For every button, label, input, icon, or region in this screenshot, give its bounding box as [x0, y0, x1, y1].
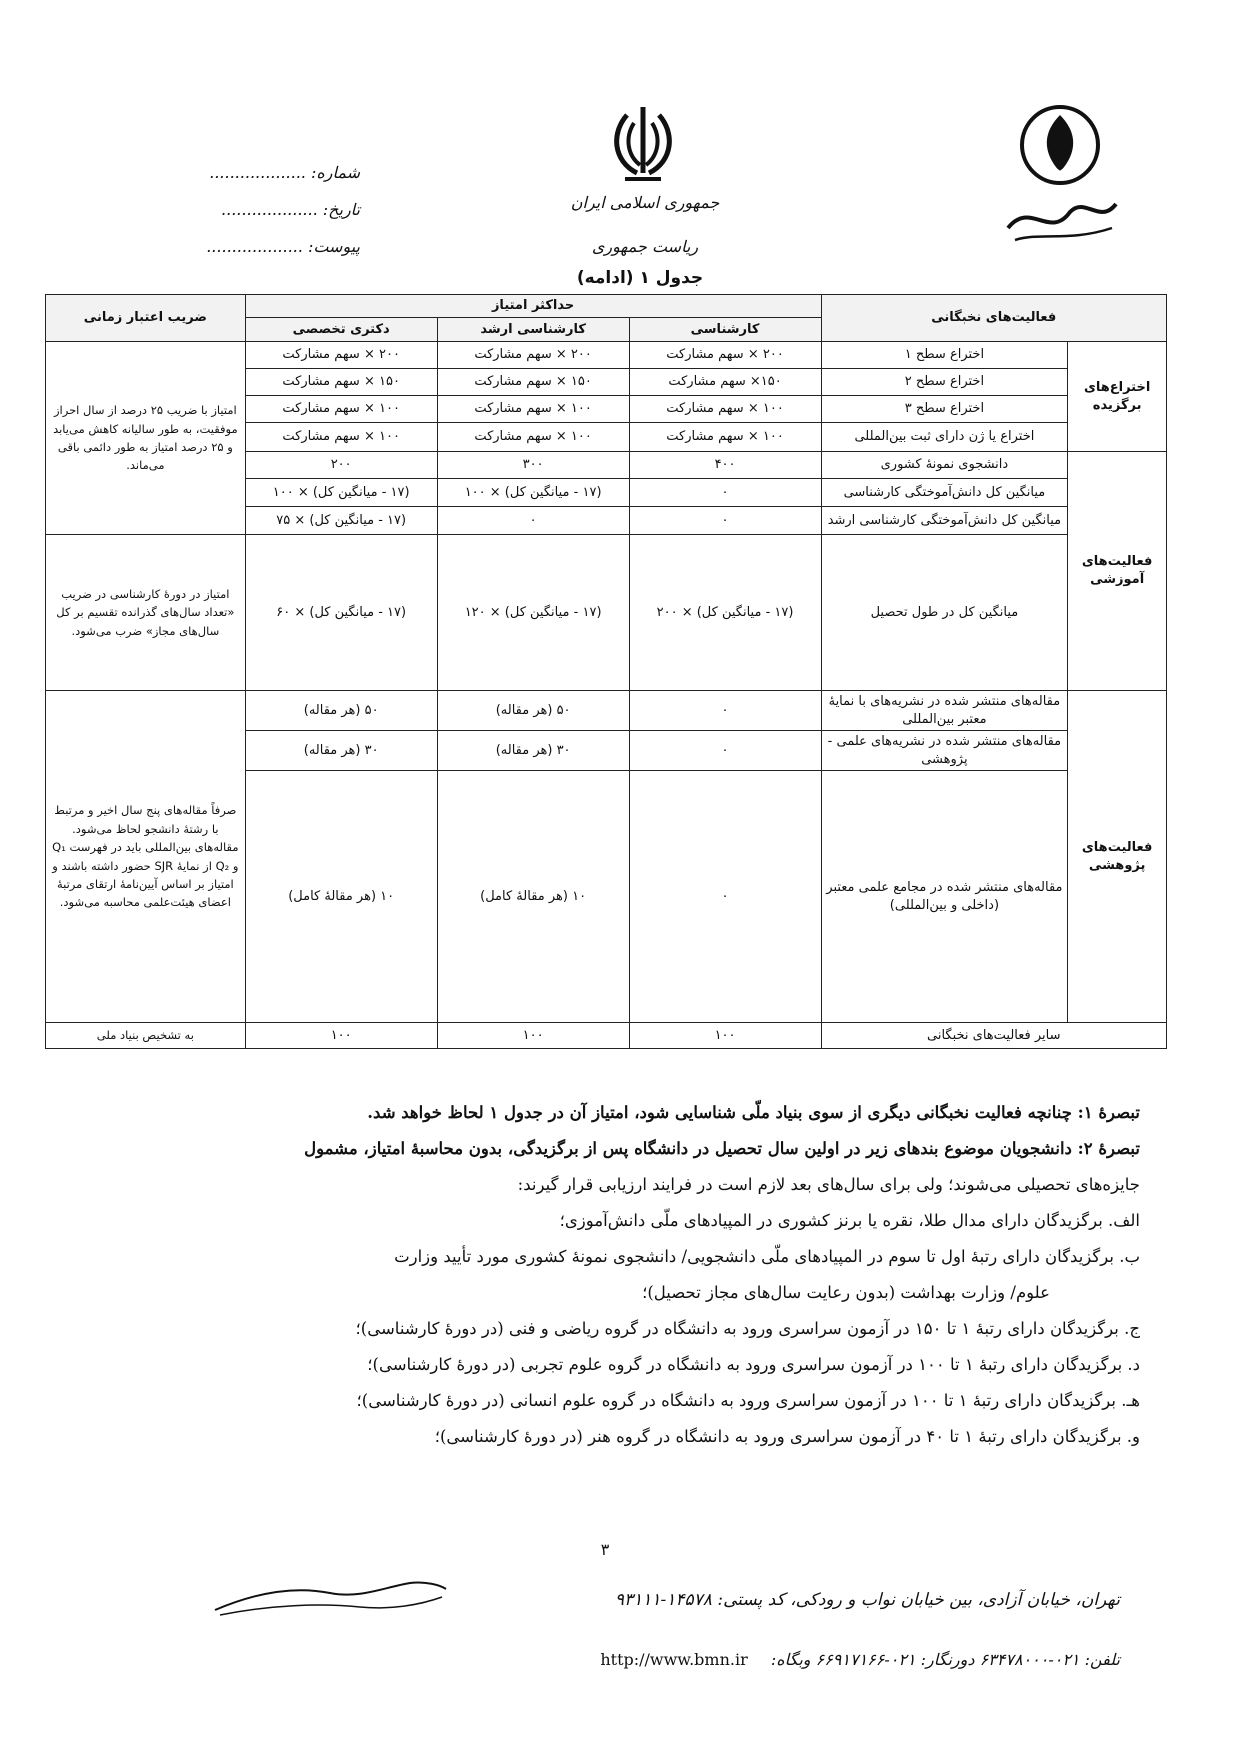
note-2-line-2: جایزه‌های تحصیلی می‌شوند؛ ولی برای سال‌های بعد لازم است در فرایند ارزیابی قرار گیرند: [517, 1175, 1140, 1194]
note-item-jim: ج. برگزیدگان دارای رتبهٔ ۱ تا ۱۵۰ در آزمون سراسری ورود به دانشگاه در گروه ریاضی و فنی (در دورهٔ کارشناسی)؛ [355, 1319, 1140, 1338]
date-field: تاریخ: ................... [221, 200, 360, 219]
notes-section [140, 1095, 1140, 1455]
category-inventions: اختراع‌های برگزیده [1068, 342, 1167, 452]
row-item: اختراع سطح ۱ [821, 342, 1068, 369]
attachment-field: پیوست: ................... [206, 237, 360, 256]
row-bachelor: ۰ [629, 691, 821, 731]
row-phd: (۱۷ - میانگین کل) × ۷۵ [245, 507, 437, 535]
row-master: ۲۰۰ × سهم مشارکت [437, 342, 629, 369]
row-phd: ۱۰۰ × سهم مشارکت [245, 423, 437, 452]
row-phd: ۱۵۰ × سهم مشارکت [245, 369, 437, 396]
row-bachelor: ۱۰۰ [629, 1023, 821, 1049]
row-bachelor: ۲۰۰ × سهم مشارکت [629, 342, 821, 369]
row-bachelor: ۰ [629, 479, 821, 507]
table-title: جدول ۱ (ادامه) [576, 268, 704, 288]
row-item: اختراع یا ژن دارای ثبت بین‌المللی [821, 423, 1068, 452]
row-item-title: مقاله‌های منتشر شده در مجامع علمی معتبر [826, 880, 1063, 896]
row-phd: (۱۷ - میانگین کل) × ۶۰ [245, 535, 437, 691]
row-item-subtitle: (داخلی و بین‌المللی) [889, 897, 1000, 913]
country-name: جمهوری اسلامی ایران [570, 193, 720, 212]
note-item-vav: و. برگزیدگان دارای رتبهٔ ۱ تا ۴۰ در آزمون سراسری ورود به دانشگاه در گروه هنر (در دورهٔ کارشناسی)؛ [434, 1427, 1140, 1446]
office-name: ریاست جمهوری [591, 237, 699, 256]
note-item-be-line-1: ب. برگزیدگان دارای رتبهٔ اول تا سوم در المپیادهای ملّی دانشجویی/ دانشجوی نمونهٔ کشوری مورد تأیید وزارت [394, 1247, 1140, 1266]
row-master: ۱۰۰ × سهم مشارکت [437, 396, 629, 423]
row-bachelor: ۰ [629, 731, 821, 771]
note-1: تبصرهٔ ۱: چنانچه فعالیت نخبگانی دیگری از سوی بنیاد ملّی شناسایی شود، امتیاز آن در جدول ۱ لحاظ خواهد شد. [367, 1103, 1140, 1122]
note-item-he: هـ. برگزیدگان دارای رتبهٔ ۱ تا ۱۰۰ در آزمون سراسری ورود به دانشگاه در گروه علوم انسانی (در دورهٔ کارشناسی)؛ [356, 1391, 1140, 1410]
row-item: میانگین کل در طول تحصیل [821, 535, 1068, 691]
note-2-line-1: تبصرهٔ ۲: دانشجویان موضوع بندهای زیر در اولین سال تحصیل در دانشگاه پس از برگزیدگی، بدون محاسبهٔ امتیاز، مشمول [304, 1139, 1140, 1158]
row-master: ۰ [437, 507, 629, 535]
row-item: مقاله‌های منتشر شده در نشریه‌های علمی - پژوهشی [821, 731, 1068, 771]
row-item [821, 771, 1068, 1023]
row-item: میانگین کل دانش‌آموختگی کارشناسی [821, 479, 1068, 507]
header-max-score: حداکثر امتیاز [245, 295, 821, 318]
row-master: ۵۰ (هر مقاله) [437, 691, 629, 731]
row-phd: ۱۰ (هر مقالهٔ کامل) [245, 771, 437, 1023]
row-item: اختراع سطح ۳ [821, 396, 1068, 423]
contact-info: تلفن: ۰۲۱-۶۳۴۷۸۰۰۰ دورنگار: ۰۲۱-۶۶۹۱۷۱۶۶ وبگاه: [770, 1650, 1120, 1669]
row-phd: ۱۰۰ [245, 1023, 437, 1049]
row-bachelor: ۰ [629, 771, 821, 1023]
time-note-4: به تشخیص بنیاد ملی [46, 1023, 246, 1049]
row-master: ۳۰ (هر مقاله) [437, 731, 629, 771]
note-item-alef: الف. برگزیدگان دارای مدال طلا، نقره یا برنز کشوری در المپیادهای ملّی دانش‌آموزی؛ [559, 1211, 1140, 1230]
note-item-dal: د. برگزیدگان دارای رتبهٔ ۱ تا ۱۰۰ در آزمون سراسری ورود به دانشگاه در گروه علوم تجربی (در دورهٔ کارشناسی)؛ [367, 1355, 1140, 1374]
header-bachelor: کارشناسی [629, 318, 821, 342]
contact-line [300, 1650, 1120, 1669]
row-bachelor: (۱۷ - میانگین کل) × ۲۰۰ [629, 535, 821, 691]
row-master: ۳۰۰ [437, 452, 629, 479]
row-phd: ۳۰ (هر مقاله) [245, 731, 437, 771]
address: تهران، خیابان آزادی، بین خیابان نواب و رودکی، کد پستی: ۱۴۵۷۸-۹۳۱۱۱ [614, 1590, 1120, 1610]
row-item: مقاله‌های منتشر شده در نشریه‌های با نمایهٔ معتبر بین‌المللی [821, 691, 1068, 731]
row-item: دانشجوی نمونهٔ کشوری [821, 452, 1068, 479]
category-research: فعالیت‌های پژوهشی [1068, 691, 1167, 1023]
row-item: اختراع سطح ۲ [821, 369, 1068, 396]
row-phd: (۱۷ - میانگین کل) × ۱۰۰ [245, 479, 437, 507]
page-number: ۳ [600, 1540, 610, 1559]
row-phd: ۵۰ (هر مقاله) [245, 691, 437, 731]
row-phd: ۲۰۰ × سهم مشارکت [245, 342, 437, 369]
row-item: سایر فعالیت‌های نخبگانی [821, 1023, 1166, 1049]
row-master: (۱۷ - میانگین کل) × ۱۰۰ [437, 479, 629, 507]
row-master: (۱۷ - میانگین کل) × ۱۲۰ [437, 535, 629, 691]
category-education: فعالیت‌های آموزشی [1068, 452, 1167, 691]
row-bachelor: ۴۰۰ [629, 452, 821, 479]
website-link[interactable]: http://www.bmn.ir [600, 1650, 748, 1669]
row-bachelor: ۱۰۰ × سهم مشارکت [629, 423, 821, 452]
time-note-1: امتیاز با ضریب ۲۵ درصد از سال احراز موفقیت، به طور سالیانه کاهش می‌یابد و ۲۵ درصد امتیاز به طور دائمی باقی می‌ماند. [46, 342, 246, 535]
row-master: ۱۵۰ × سهم مشارکت [437, 369, 629, 396]
national-emblem [607, 103, 679, 183]
row-item: میانگین کل دانش‌آموختگی کارشناسی ارشد [821, 507, 1068, 535]
header-master: کارشناسی ارشد [437, 318, 629, 342]
row-bachelor: ۰ [629, 507, 821, 535]
header-phd: دکتری تخصصی [245, 318, 437, 342]
time-note-2: امتیاز در دورهٔ کارشناسی در ضریب «تعداد سال‌های گذرانده تقسیم بر کل سال‌های مجاز» ضرب می‌شود. [46, 535, 246, 691]
foundation-logo [1000, 100, 1120, 260]
row-master: ۱۰۰ [437, 1023, 629, 1049]
note-item-be-line-2: علوم/ وزارت بهداشت (بدون رعایت سال‌های مجاز تحصیل)؛ [642, 1283, 1050, 1302]
row-phd: ۲۰۰ [245, 452, 437, 479]
time-note-3: صرفاً مقاله‌های پنج سال اخیر و مرتبط با رشتهٔ دانشجو لحاظ می‌شود. مقاله‌های بین‌المللی باید در فهرست Q₁ و Q₂ از نمایهٔ SJR حضور داشته باشند و امتیاز بر اساس آیین‌نامهٔ ارتقای مرتبهٔ اعضای هیئت‌علمی محاسبه می‌شود. [46, 691, 246, 1023]
header-time-factor: ضریب اعتبار زمانی [46, 295, 246, 342]
row-bachelor: ۱۰۰ × سهم مشارکت [629, 396, 821, 423]
header-activities: فعالیت‌های نخبگانی [821, 295, 1166, 342]
scores-table [45, 294, 1167, 1049]
row-bachelor: ۱۵۰× سهم مشارکت [629, 369, 821, 396]
row-phd: ۱۰۰ × سهم مشارکت [245, 396, 437, 423]
number-field: شماره: ................... [209, 163, 360, 182]
row-master: ۱۰۰ × سهم مشارکت [437, 423, 629, 452]
row-master: ۱۰ (هر مقالهٔ کامل) [437, 771, 629, 1023]
